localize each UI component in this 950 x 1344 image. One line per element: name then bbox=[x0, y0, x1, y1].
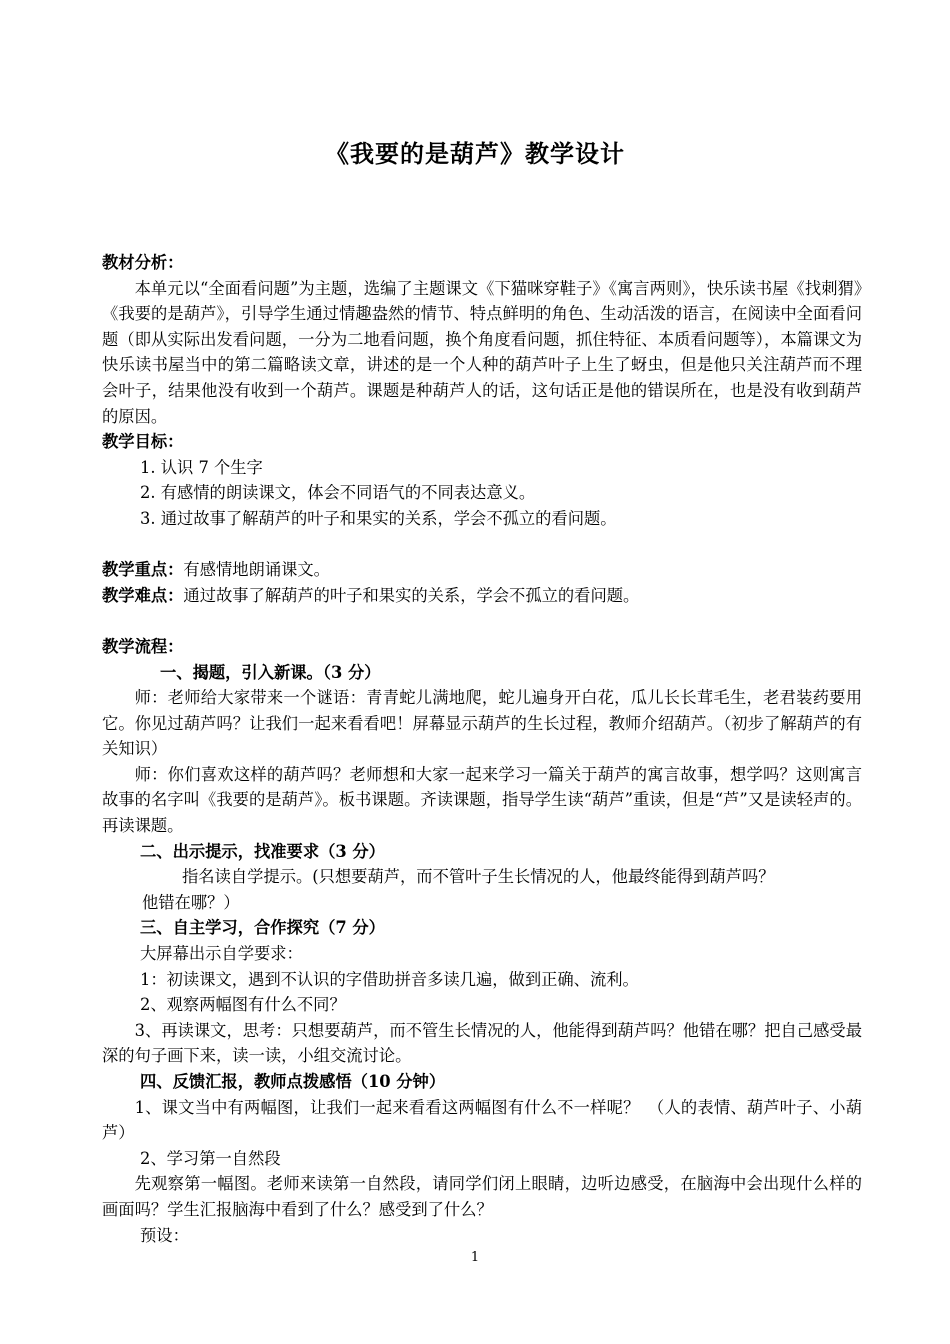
goal-item: 2. 有感情的朗读课文，体会不同语气的不同表达意义。 bbox=[140, 483, 536, 503]
analysis-paragraph: 本单元以“全面看问题”为主题，选编了主题课文《下猫咪穿鞋子》《寓言两则》，快乐读书屋《找刺猬》《我要的是葫芦》，引导学生通过情趣盎然的情节、特点鲜明的角色、生动活泼的语言，在阅读中全面看问题（即从实际出发看问题，一分为二地看问题，换个角度看问题，抓住特征、本质看问题等），本篇课文为快乐读书屋当中的第二篇略读文章，讲述的是一个人种的葫芦叶子上生了蚜虫，但是他只关注葫芦而不理会叶子，结果他没有收到一个葫芦。课题是种葫芦人的话，这句话正是他的错误所在，也是没有收到葫芦的原因。 bbox=[102, 278, 862, 426]
document-body bbox=[102, 250, 862, 1248]
key-point-text: 有感情地朗诵课文。 bbox=[183, 560, 330, 580]
analysis-heading: 教材分析： bbox=[102, 253, 184, 272]
section-4-line: 预设： bbox=[140, 1225, 189, 1245]
difficulty bbox=[102, 583, 862, 609]
section-1-paragraph: 师：你们喜欢这样的葫芦吗？老师想和大家一起来学习一篇关于葫芦的寓言故事，想学吗？这则寓言故事的名字叫《我要的是葫芦》。板书课题。齐读课题，指导学生读“葫芦”重读，但是“芦”又是读轻声的。再读课题。 bbox=[102, 764, 862, 836]
section-3-title: 三、自主学习，合作探究（7 分） bbox=[140, 918, 385, 938]
section-1-paragraph: 师：老师给大家带来一个谜语：青青蛇儿满地爬，蛇儿遍身开白花，瓜儿长长茸毛生，老君装药要用它。你见过葫芦吗？让我们一起来看看吧！屏幕显示葫芦的生长过程，教师介绍葫芦。（初步了解葫芦的有关知识） bbox=[102, 688, 862, 759]
section-1-title: 一、揭题，引入新课。（3 分） bbox=[160, 662, 381, 682]
key-point-label: 教学重点： bbox=[102, 560, 184, 580]
section-4-paragraph: 1、课文当中有两幅图，让我们一起来看看这两幅图有什么不一样呢？ （人的表情、葫芦叶子、小葫芦） bbox=[102, 1097, 862, 1143]
flow-heading: 教学流程： bbox=[102, 636, 184, 656]
difficulty-label: 教学难点： bbox=[102, 585, 184, 605]
section-3-line: 2、观察两幅图有什么不同？ bbox=[140, 995, 346, 1015]
section-3-line: 1：初读课文，遇到不认识的字借助拼音多读几遍，做到正确、流利。 bbox=[140, 969, 639, 989]
section-2-title: 二、出示提示，找准要求（3 分） bbox=[140, 841, 385, 861]
section-4-line: 2、学习第一自然段 bbox=[140, 1148, 281, 1168]
goal-item: 3. 通过故事了解葫芦的叶子和果实的关系，学会不孤立的看问题。 bbox=[140, 508, 617, 528]
section-3-paragraph: 3、再读课文，思考：只想要葫芦，而不管生长情况的人，他能得到葫芦吗？他错在哪？把自己感受最深的句子画下来，读一读，小组交流讨论。 bbox=[102, 1020, 862, 1066]
section-2-hint: 指名读自学提示。(只想要葫芦，而不管叶子生长情况的人，他最终能得到葫芦吗？ bbox=[182, 867, 775, 887]
section-2-hint-cont: 他错在哪？） bbox=[142, 892, 240, 912]
key-point bbox=[102, 557, 862, 583]
goals-heading: 教学目标： bbox=[102, 432, 184, 452]
document-title: 《我要的是葫芦》教学设计 bbox=[325, 140, 625, 168]
goal-item: 1. 认识 7 个生字 bbox=[140, 457, 263, 477]
section-4-title: 四、反馈汇报，教师点拨感悟（10 分钟） bbox=[140, 1072, 446, 1091]
page-number: 1 bbox=[470, 1250, 480, 1265]
section-3-line: 大屏幕出示自学要求： bbox=[140, 944, 303, 964]
section-4-paragraph: 先观察第一幅图。老师来读第一自然段，请同学们闭上眼睛，边听边感受，在脑海中会出现什么样的画面吗？学生汇报脑海中看到了什么？感受到了什么？ bbox=[102, 1174, 862, 1219]
difficulty-text: 通过故事了解葫芦的叶子和果实的关系，学会不孤立的看问题。 bbox=[183, 585, 640, 605]
